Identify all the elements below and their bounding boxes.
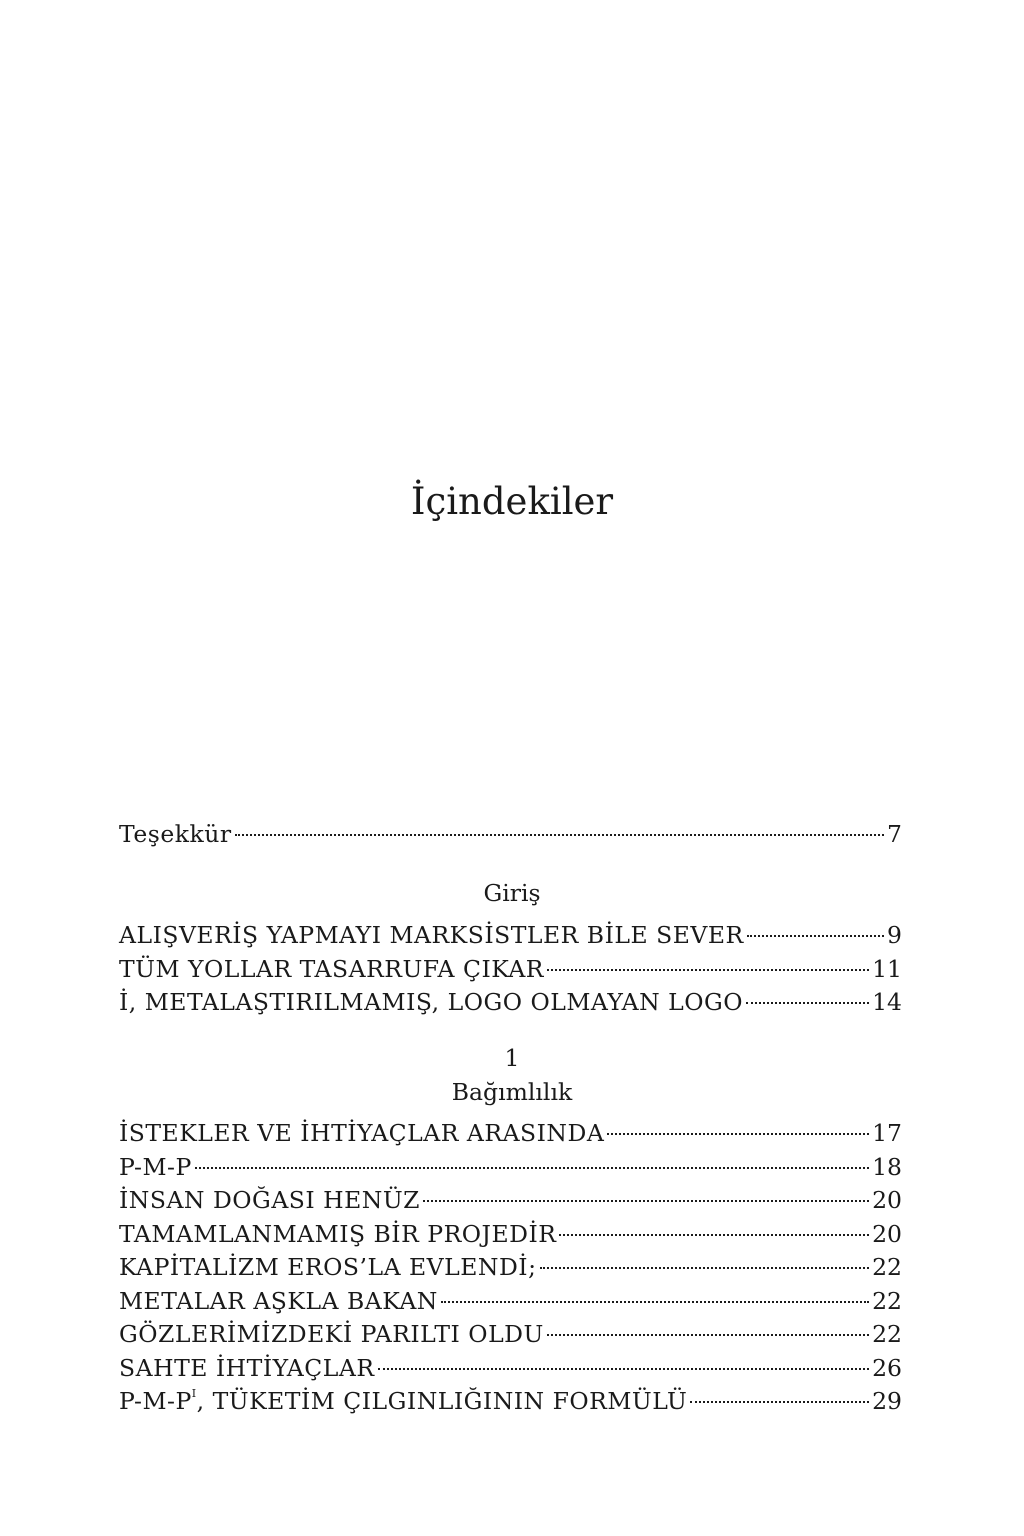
toc-entry[interactable] [119, 919, 902, 953]
toc-entry[interactable] [119, 1218, 902, 1252]
toc-entry-label: İNSAN DOĞASI HENÜZ [119, 1186, 420, 1214]
dot-leader [607, 1133, 869, 1135]
toc-entry-label: İSTEKLER VE İHTİYAÇLAR ARASINDA [119, 1119, 605, 1147]
dot-leader [235, 834, 884, 836]
toc-entry[interactable] [119, 1151, 902, 1185]
section-heading-intro: Giriş [483, 879, 541, 907]
toc-entry-label: Teşekkür [119, 820, 232, 848]
superscript: I [191, 1387, 197, 1400]
toc-entry-label: ALIŞVERİŞ YAPMAYI MARKSİSTLER BİLE SEVER [119, 921, 744, 949]
toc-entry-page: 17 [872, 1119, 902, 1147]
toc-entry-label: TÜM YOLLAR TASARRUFA ÇIKAR [119, 954, 544, 983]
toc-entry-page: 22 [872, 1320, 902, 1348]
toc-entry[interactable] [119, 1117, 902, 1151]
toc-entry-page: 29 [872, 1387, 902, 1415]
toc-entry-page: 18 [872, 1152, 902, 1181]
toc-entry[interactable] [119, 1285, 902, 1319]
toc-entry-page: 14 [872, 988, 902, 1016]
toc-entry[interactable] [119, 1385, 902, 1419]
toc-entry-label [119, 1385, 687, 1419]
toc-entry-page: 9 [887, 921, 902, 949]
toc-entry-page: 20 [872, 1219, 902, 1248]
toc-entry-label: P-M-P [119, 1152, 192, 1181]
dot-leader [690, 1401, 869, 1403]
toc-entry-label: TAMAMLANMAMIŞ BİR PROJEDİR [119, 1219, 557, 1248]
chapter-heading: Bağımlılık [451, 1078, 573, 1106]
toc-entry-page: 20 [872, 1186, 902, 1214]
toc-acknowledgement [119, 818, 902, 852]
toc-entry-label: SAHTE İHTİYAÇLAR [119, 1353, 375, 1382]
toc-entry-page: 22 [872, 1286, 902, 1315]
toc-entry-label-main: P-M-P [119, 1387, 192, 1415]
dot-leader [540, 1267, 870, 1269]
dot-leader [747, 935, 884, 937]
toc-entry-label: METALAR AŞKLA BAKAN [119, 1286, 438, 1315]
toc-entry-page: 26 [872, 1353, 902, 1382]
dot-leader [547, 1334, 869, 1336]
toc-entry-label: KAPİTALİZM EROS’LA EVLENDİ; [119, 1253, 537, 1281]
dot-leader [746, 1002, 869, 1004]
toc-entry[interactable] [119, 1184, 902, 1218]
toc-entry-label: GÖZLERİMİZDEKİ PARILTI OLDU [119, 1320, 544, 1348]
toc-entry[interactable] [119, 1318, 902, 1352]
toc-entry-page: 11 [872, 954, 902, 983]
dot-leader [423, 1200, 869, 1202]
dot-leader [195, 1167, 869, 1169]
toc-entry[interactable] [119, 986, 902, 1020]
toc-entry-page: 7 [887, 820, 902, 848]
dot-leader [378, 1368, 870, 1370]
dot-leader [547, 969, 869, 971]
toc-entry[interactable] [119, 1251, 902, 1285]
toc-entry-label: İ, METALAŞTIRILMAMIŞ, LOGO OLMAYAN LOGO [119, 988, 744, 1016]
dot-leader [441, 1301, 869, 1303]
toc-entry-label-rest: , TÜKETİM ÇILGINLIĞININ FORMÜLÜ [196, 1387, 688, 1415]
toc-entry[interactable] [119, 1352, 902, 1386]
toc-entry[interactable] [119, 818, 902, 852]
toc-intro [119, 919, 902, 1020]
dot-leader [559, 1234, 869, 1236]
toc-chapter1 [119, 1117, 902, 1419]
toc-entry-page: 22 [872, 1253, 902, 1281]
page-title: İçindekiler [410, 480, 614, 523]
toc-entry[interactable] [119, 953, 902, 987]
chapter-number: 1 [504, 1044, 520, 1072]
